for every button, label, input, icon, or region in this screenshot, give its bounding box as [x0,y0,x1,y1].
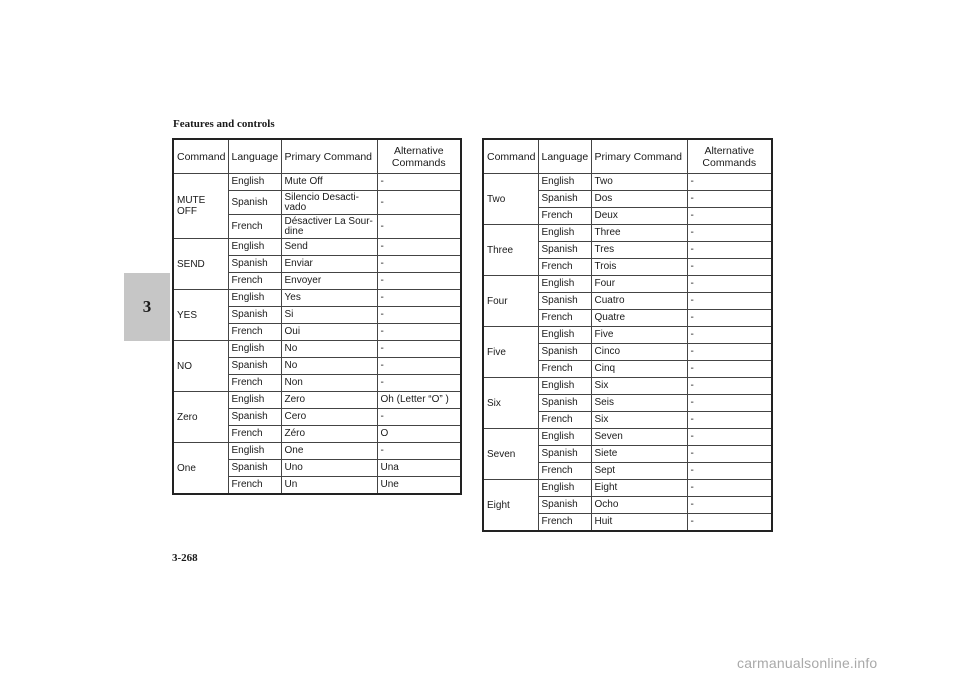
header-alternative-commands: Alternative Commands [377,139,461,174]
alternative-command-cell: - [687,276,772,293]
primary-command-cell: Zero [281,392,377,409]
language-cell: English [228,392,281,409]
command-cell: SEND [173,239,228,290]
alternative-command-cell: - [687,259,772,276]
primary-command-cell: Silencio Desacti-vado [281,191,377,215]
watermark: carmanualsonline.info [737,655,878,671]
language-cell: French [538,361,591,378]
primary-command-cell: Six [591,378,687,395]
language-cell: Spanish [538,242,591,259]
language-cell: French [228,375,281,392]
voice-command-table-left [172,138,462,495]
alternative-command-cell: - [687,497,772,514]
command-cell: Three [483,225,538,276]
primary-command-cell: Cinco [591,344,687,361]
language-cell: English [228,174,281,191]
header-alternative-commands: Alternative Commands [687,139,772,174]
language-cell: Spanish [228,307,281,324]
language-cell: Spanish [228,358,281,375]
language-cell: French [228,324,281,341]
command-cell: Two [483,174,538,225]
primary-command-cell: Seven [591,429,687,446]
primary-command-cell: Mute Off [281,174,377,191]
primary-command-cell: Si [281,307,377,324]
table-body [483,174,772,532]
alternative-command-cell: - [687,208,772,225]
primary-command-cell: Siete [591,446,687,463]
section-title: Features and controls [173,118,275,130]
primary-command-cell: Tres [591,242,687,259]
primary-command-cell: Trois [591,259,687,276]
language-cell: French [538,310,591,327]
language-cell: French [538,259,591,276]
primary-command-cell: Envoyer [281,273,377,290]
language-cell: French [538,412,591,429]
language-cell: French [228,215,281,239]
primary-command-cell: Oui [281,324,377,341]
alternative-command-cell: Una [377,460,461,477]
language-cell: English [538,480,591,497]
table-row [173,290,461,307]
alternative-command-cell: O [377,426,461,443]
alternative-command-cell: - [687,429,772,446]
primary-command-cell: Quatre [591,310,687,327]
language-cell: English [228,341,281,358]
language-cell: Spanish [228,191,281,215]
command-cell: Six [483,378,538,429]
header-language: Language [538,139,591,174]
table-row [483,327,772,344]
alternative-command-cell: - [687,378,772,395]
primary-command-cell: Yes [281,290,377,307]
primary-command-cell: Six [591,412,687,429]
alternative-command-cell: - [377,341,461,358]
table-row [483,276,772,293]
primary-command-cell: Sept [591,463,687,480]
table-row [483,225,772,242]
command-cell: One [173,443,228,495]
language-cell: Spanish [538,497,591,514]
table-row [483,174,772,191]
alternative-command-cell: - [377,290,461,307]
command-cell: MUTE OFF [173,174,228,239]
language-cell: English [228,290,281,307]
language-cell: English [538,327,591,344]
language-cell: Spanish [538,191,591,208]
primary-command-cell: Eight [591,480,687,497]
alternative-command-cell: - [377,273,461,290]
table-row [483,378,772,395]
table-header-row [173,139,461,174]
alternative-command-cell: - [687,174,772,191]
alternative-command-cell: - [687,293,772,310]
alternative-command-cell: - [377,375,461,392]
language-cell: French [538,463,591,480]
chapter-tab: 3 [124,273,170,341]
header-command: Command [173,139,228,174]
alternative-command-cell: Une [377,477,461,495]
language-cell: Spanish [228,409,281,426]
header-primary-command: Primary Command [591,139,687,174]
table-body [173,174,461,495]
alternative-command-cell: - [377,324,461,341]
primary-command-cell: Huit [591,514,687,532]
language-cell: French [228,426,281,443]
table-row [483,429,772,446]
primary-command-cell: Four [591,276,687,293]
primary-command-cell: No [281,341,377,358]
alternative-command-cell: - [687,225,772,242]
command-cell: Zero [173,392,228,443]
primary-command-cell: Un [281,477,377,495]
primary-command-cell: Five [591,327,687,344]
alternative-command-cell: - [687,361,772,378]
alternative-command-cell: - [377,174,461,191]
alternative-command-cell: - [687,446,772,463]
primary-command-cell: Ocho [591,497,687,514]
command-cell: NO [173,341,228,392]
page-number: 3-268 [172,552,198,564]
language-cell: French [538,208,591,225]
command-cell: Seven [483,429,538,480]
primary-command-cell: Seis [591,395,687,412]
language-cell: Spanish [538,293,591,310]
language-cell: Spanish [538,395,591,412]
alternative-command-cell: - [377,215,461,239]
table-row [173,174,461,191]
table-header-row [483,139,772,174]
header-language: Language [228,139,281,174]
language-cell: English [538,174,591,191]
primary-command-cell: No [281,358,377,375]
alternative-command-cell: - [687,463,772,480]
language-cell: Spanish [228,460,281,477]
table-row [173,443,461,460]
language-cell: English [538,378,591,395]
command-cell: Four [483,276,538,327]
voice-command-table-right [482,138,773,532]
alternative-command-cell: Oh (Letter “O” ) [377,392,461,409]
primary-command-cell: Zéro [281,426,377,443]
alternative-command-cell: - [377,307,461,324]
table-row [173,392,461,409]
primary-command-cell: Send [281,239,377,256]
primary-command-cell: Uno [281,460,377,477]
primary-command-cell: Cinq [591,361,687,378]
primary-command-cell: Désactiver La Sour-dine [281,215,377,239]
alternative-command-cell: - [377,443,461,460]
language-cell: Spanish [228,256,281,273]
language-cell: English [538,225,591,242]
command-cell: Eight [483,480,538,532]
alternative-command-cell: - [687,310,772,327]
language-cell: English [538,276,591,293]
language-cell: French [538,514,591,532]
language-cell: Spanish [538,344,591,361]
language-cell: Spanish [538,446,591,463]
header-command: Command [483,139,538,174]
primary-command-cell: Cero [281,409,377,426]
alternative-command-cell: - [687,412,772,429]
primary-command-cell: Dos [591,191,687,208]
alternative-command-cell: - [377,358,461,375]
language-cell: English [228,239,281,256]
primary-command-cell: One [281,443,377,460]
table-row [173,341,461,358]
alternative-command-cell: - [377,191,461,215]
language-cell: French [228,477,281,495]
alternative-command-cell: - [687,480,772,497]
command-cell: YES [173,290,228,341]
table-row [173,239,461,256]
primary-command-cell: Two [591,174,687,191]
alternative-command-cell: - [687,514,772,532]
primary-command-cell: Three [591,225,687,242]
primary-command-cell: Enviar [281,256,377,273]
language-cell: English [538,429,591,446]
alternative-command-cell: - [377,256,461,273]
alternative-command-cell: - [377,239,461,256]
primary-command-cell: Non [281,375,377,392]
command-cell: Five [483,327,538,378]
primary-command-cell: Deux [591,208,687,225]
table-row [483,480,772,497]
alternative-command-cell: - [687,327,772,344]
alternative-command-cell: - [687,242,772,259]
alternative-command-cell: - [687,344,772,361]
header-primary-command: Primary Command [281,139,377,174]
primary-command-cell: Cuatro [591,293,687,310]
alternative-command-cell: - [687,395,772,412]
alternative-command-cell: - [687,191,772,208]
language-cell: French [228,273,281,290]
language-cell: English [228,443,281,460]
alternative-command-cell: - [377,409,461,426]
